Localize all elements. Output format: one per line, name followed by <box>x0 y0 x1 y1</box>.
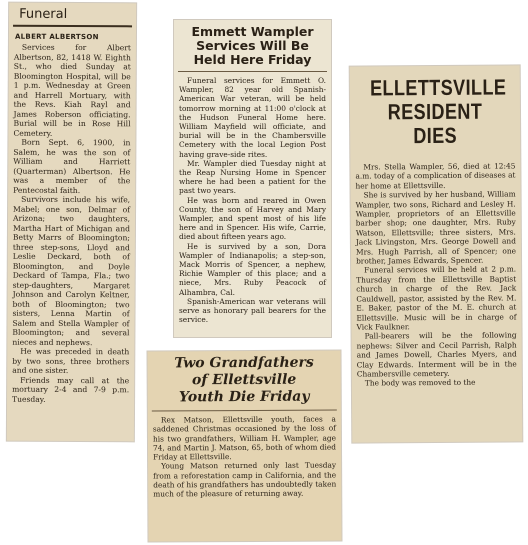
paragraph: Young Matson returned only last Tuesday from a reforestation camp in California, and the death of his grandfathers has undoubtedly taken much of the pleasure of returning away. <box>153 461 337 499</box>
article-body <box>179 76 326 324</box>
headline <box>368 70 507 155</box>
paragraph: He was born and reared in Owen County, the son of Harvey and Mary Wampler, and spent most of his life here and in Spencer. His wife, Carrie, died about fifteen years ago. <box>179 195 326 242</box>
funeral-clipping <box>7 3 136 442</box>
paragraph: Mrs. Stella Wampler, 56, died at 12:45 a.m. today of a complication of diseases at her home at Ellettsville. <box>355 161 516 191</box>
paragraph: Spanish-American war veterans will serve as honorary pall bearers for the service. <box>179 296 326 325</box>
article-body <box>355 161 517 388</box>
paragraph: Funeral services for Emmett O. Wampler, 82 year old Spanish-American War veteran, will be held tomorrow morning at 11:00 o'clock at the Hudson Funeral Home here. William Mayfield will officiate, and burial will be in the Chambersville Cemetery with the local Legion Post having grave-side rites. <box>179 76 326 159</box>
paragraph: Services for Albert Albertson, 82, 1418 W. Eighth St., who died Sunday at Bloomington Hospital, will be 1 p.m. Wednesday at Green and Harrell Mortuary, with the Revs. Kiah Rayl and James Roberson officiating. Burial will be in Rose Hill Cemetery. <box>13 42 131 138</box>
headline-line: ELLETTSVILLE <box>369 74 507 101</box>
paragraph: Born Sept. 6, 1900, in Salem, he was the son of William and Harriett (Quarterman) Albertson. He was a member of the Pentecostal faith. <box>13 137 131 195</box>
grandfathers-clipping <box>148 350 342 541</box>
paragraph: Rex Matson, Ellettsville youth, faces a saddened Christmas occasioned by the loss of his two grandfathers, William H. Wampler, age 74, and Martin J. Matson, 65, both of whom died Friday at Ellettsville. <box>152 414 337 462</box>
headline-line: of Ellettsville <box>191 371 297 389</box>
section-label: Funeral <box>13 3 132 28</box>
paragraph: She is survived by her husband, William Wampler, two sons, Richard and Lesley H. Wampler, proprietors of an Ellettsville barber shop; one daughter, Mrs. Ruby Watson, Ellettsville; three sisters, Mrs. Jack Livingston, Mrs. George Dowell and Mrs. Hugh Parrish, all of Spencer; one brother, James Edwards, Spencer. <box>355 189 517 266</box>
paragraph: Mr. Wampler died Tuesday night at the Reap Nursing Home in Spencer where he had been a patient for the past two years. <box>179 158 326 196</box>
paragraph: He was preceded in death by two sons, three brothers and one sister. <box>12 346 130 375</box>
paragraph: The body was removed to the <box>364 378 476 388</box>
obituary-name: ALBERT ALBERTSON <box>14 32 99 42</box>
headline-line: Two Grandfathers <box>174 354 314 372</box>
paragraph: Survivors include his wife, Mabel; one son, Delmar of Arizona; two daughters, Martha Hart of Michigan and Betty Marrs of Bloomington; three step-sons, Lloyd and Leslie Deckard, both of Bloomington, and Doyle Deckard of Tampa, Fla.; two step-daughters, Margaret Johnson and Carolyn Keltner, both of Bloomington; two sisters, Lenna Martin of Salem and Stella Wampler of Bloomington; and several nieces and nephews. <box>12 194 131 347</box>
article-body <box>153 415 336 500</box>
headline: Emmett Wampler Services Will Be Held Here Friday <box>178 20 327 72</box>
paragraph: Funeral services will be held at 2 p.m. Thursday from the Ellettsville Baptist church in charge of the Rev. Jack Cauldwell, pastor, assisted by the Rev. M. E. Baker, pastor of the M. E. church at Ellettsville. Music will be in charge of Vick Faulkner. <box>356 264 517 332</box>
obituary-body <box>12 43 131 405</box>
paragraph: He is survived by a son, Dora Wampler of Indianapolis; a step-son, Mack Morris of Spencer, a nephew, Richie Wampler of this place; and a niece, Mrs. Ruby Peacock of Alhambra, Cal. <box>179 241 326 297</box>
paragraph: Pall-bearers will be the following nephews: Silver and Cecil Parrish, Ralph and James Dowell, Charles Myers, and Clay Edwards. Interment will be in the Chambersville cemetery. <box>356 330 517 379</box>
headline-line: Youth Die Friday <box>178 388 310 406</box>
resident-clipping <box>350 65 523 442</box>
headline-line: RESIDENT DIES <box>387 98 483 149</box>
headline <box>152 351 337 412</box>
wampler-clipping <box>174 20 331 337</box>
paragraph: Friends may call at the mortuary 2-4 and 7-9 p.m. Tuesday. <box>12 375 130 404</box>
